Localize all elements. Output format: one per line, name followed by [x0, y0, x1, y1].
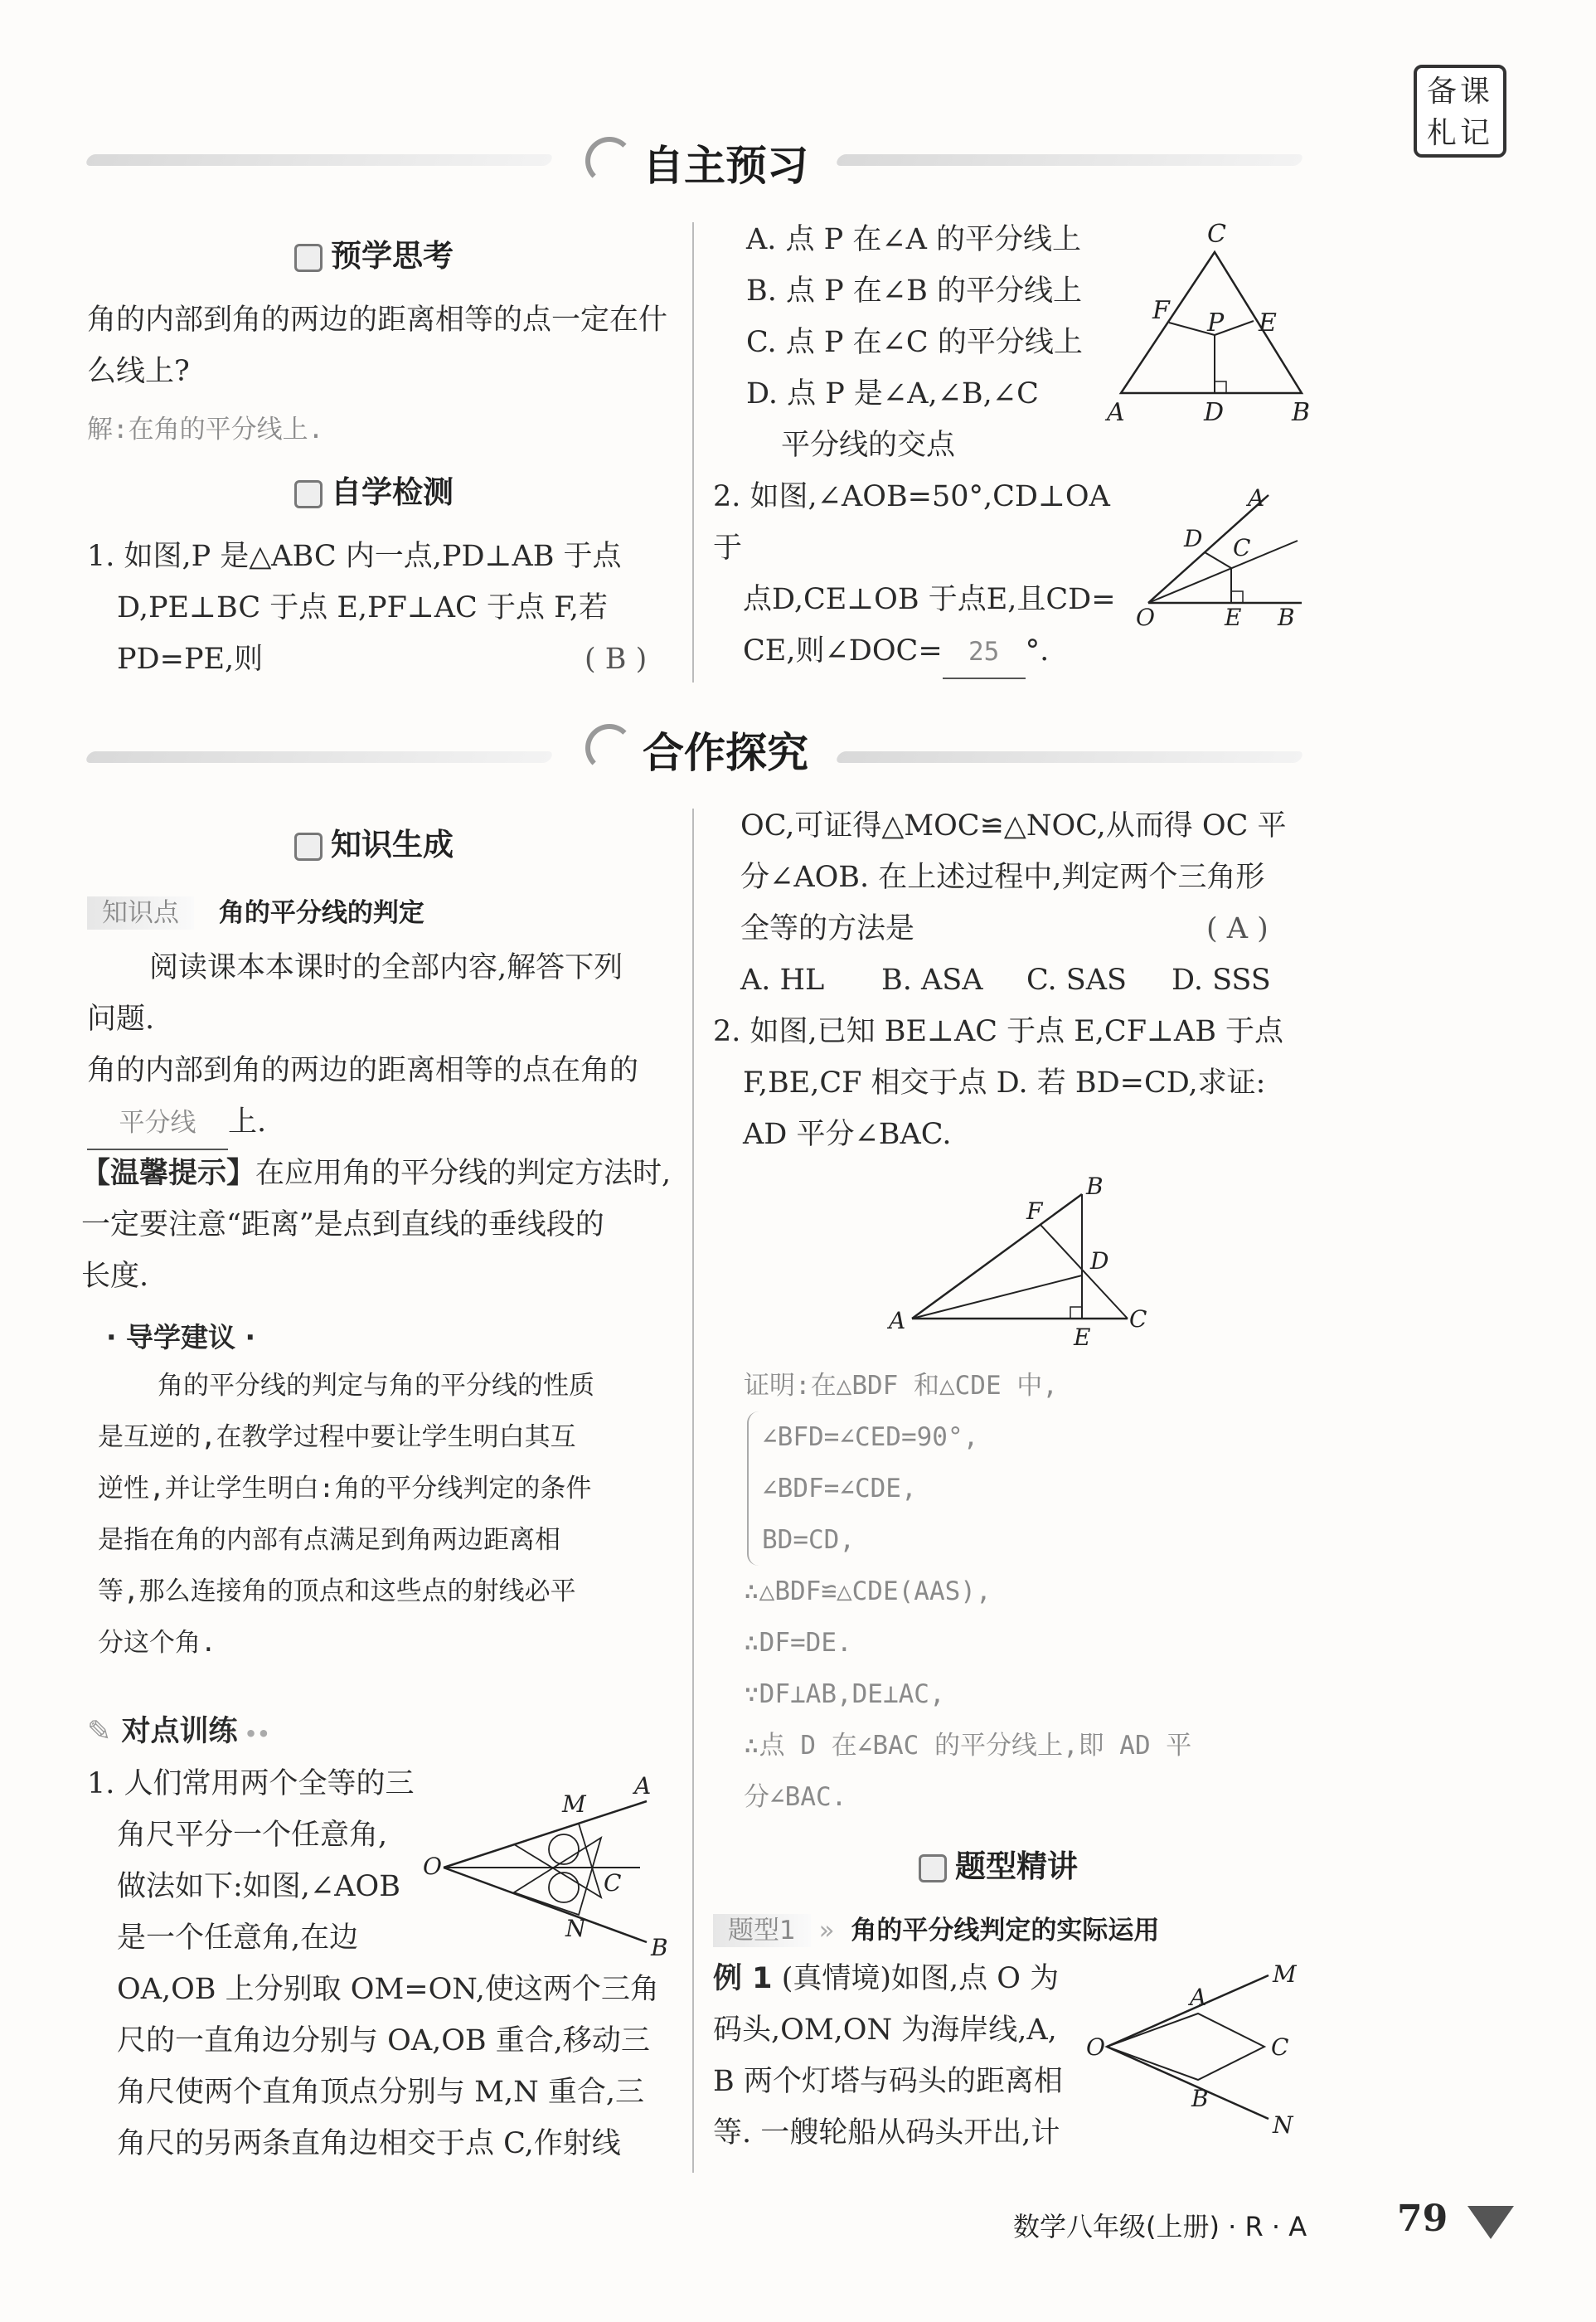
section-title-preview: 自主预习 — [643, 142, 808, 190]
guide-title: · 导学建议 · — [106, 1321, 256, 1353]
svg-text:D: D — [1184, 525, 1203, 552]
svg-text:N: N — [565, 1915, 586, 1942]
training-problem-1: 1. 人们常用两个全等的三 角尺平分一个任意角, 做法如下:如图,∠AOB 是一个任意角,在边 OA,OB 上分别取 OM=ON,使这两个三角 尺的一直角边分别与 OA,OB 重合,移动三 角尺使两个直角顶点分别与 M,N 重合,三 角尺的另两条直角边相交于点 C,作射线 — [87, 1767, 659, 2160]
training-title: ✎ 对点训练 •• — [87, 1715, 270, 1748]
label-c: C — [1207, 220, 1226, 249]
types-title: 题型精讲 — [919, 1841, 1078, 1886]
svg-text:A: A — [1248, 484, 1265, 512]
training-problem-1-options: A. HL B. ASA C. SAS D. SSS — [740, 964, 1271, 997]
tip-block: 【温馨提示】在应用角的平分线的判定方法时, 一定要注意“距离”是点到直线的垂线段的 长度. — [81, 1157, 672, 1293]
problem-2-answer: 25 — [943, 626, 1026, 679]
knowledge-title: 知识生成 — [294, 819, 454, 864]
svg-text:B: B — [651, 1934, 668, 1957]
corner-stamp-text: 备课札记 — [1426, 75, 1493, 150]
kp-name: 角的平分线的判定 — [218, 898, 424, 928]
header-bar-left — [85, 154, 555, 166]
section-title-explore: 合作探究 — [643, 729, 808, 777]
section-icon — [585, 137, 633, 185]
header-bar-left-2 — [85, 751, 555, 763]
kp-tag: 知识点 — [87, 896, 194, 930]
training-problem-1-answer: ( A ) — [1206, 912, 1269, 945]
training-problem-1-cont: OC,可证得△MOC≌△NOC,从而得 OC 平 分∠AOB. 在上述过程中,判定两个三角形 全等的方法是 — [740, 809, 1287, 945]
training-problem-2: 2. 如图,已知 BE⊥AC 于点 E,CF⊥AB 于点 F,BE,CF 相交于点 D. 若 BD=CD,求证: AD 平分∠BAC. — [713, 1015, 1284, 1151]
svg-text:A: A — [889, 1307, 906, 1334]
pencil-icon: ✎ — [87, 1715, 112, 1748]
label-e: E — [1259, 308, 1277, 338]
lighthouse-figure — [1082, 1957, 1318, 2140]
svg-text:O: O — [423, 1853, 442, 1880]
section-icon-2 — [585, 724, 633, 772]
proof-text: 证明:在△BDF 和△CDE 中, ∠BFD=∠CED=90°, ∠BDF=∠CDE, BD=CD, ∴△BDF≌△CDE(AAS), ∴DF=DE. ∵DF⊥AB,DE⊥AC, ∴点 D 在∠BAC 的平分线上,即 AD 平 分∠BAC. — [744, 1360, 1324, 1823]
prestudy-question: 角的内部到角的两边的距离相等的点一定在什 么线上? — [87, 304, 668, 388]
problem-2: 2. 如图,∠AOB=50°,CD⊥OA 于 点D,CE⊥OB 于点E,且CD= CE,则∠DOC= 25 °. — [713, 471, 1144, 679]
selfcheck-title: 自学检测 — [294, 467, 454, 512]
svg-text:N: N — [1273, 2111, 1293, 2139]
column-divider-top — [692, 222, 694, 683]
prestudy-answer: 解:在角的平分线上. — [87, 415, 324, 444]
svg-text:A: A — [634, 1772, 652, 1800]
label-a: A — [1107, 398, 1125, 427]
book-icon — [294, 833, 323, 861]
prestudy-title: 预学思考 — [294, 231, 454, 275]
svg-text:D: D — [1090, 1247, 1109, 1275]
knowledge-text: 阅读课本本课时的全部内容,解答下列 问题. 角的内部到角的两边的距离相等的点在角的 平分线 上. — [87, 942, 676, 1150]
problem-1-options: A. 点 P 在∠A 的平分线上 B. 点 P 在∠B 的平分线上 C. 点 P 在∠C 的平分线上 D. 点 P 是∠A,∠B,∠C 平分线的交点 — [746, 223, 1083, 462]
note-icon — [294, 244, 323, 272]
problem-1-answer: ( B ) — [585, 643, 648, 676]
check-icon — [294, 480, 323, 508]
svg-text:B: B — [1191, 2085, 1209, 2112]
column-divider-bottom — [692, 809, 694, 2173]
problem-1: 1. 如图,P 是△ABC 内一点,PD⊥AB 于点 D,PE⊥BC 于点 E,PF⊥AC 于点 F,若 PD=PE,则 — [87, 540, 622, 676]
type-tag: 题型1 — [713, 1914, 811, 1947]
label-p: P — [1207, 308, 1225, 338]
svg-text:C: C — [604, 1869, 622, 1897]
svg-text:E: E — [1074, 1324, 1091, 1351]
angle-aob-figure — [1132, 483, 1314, 628]
svg-text:B: B — [1086, 1173, 1104, 1200]
target-icon — [919, 1854, 947, 1882]
footer-book-title: 数学八年级(上册) · R · A — [1013, 2211, 1307, 2242]
svg-text:O: O — [1086, 2033, 1105, 2061]
type-row: 题型1 » 角的平分线判定的实际运用 — [713, 1909, 1159, 1946]
svg-text:A: A — [1190, 1984, 1207, 2011]
svg-text:M: M — [1273, 1960, 1297, 1988]
label-d: D — [1204, 398, 1225, 427]
type-name: 角的平分线判定的实际运用 — [851, 1916, 1160, 1946]
header-bar-right — [835, 154, 1305, 166]
triangle-bac-figure — [879, 1161, 1161, 1356]
svg-text:F: F — [1026, 1197, 1043, 1225]
triangle-abc-figure — [1103, 217, 1318, 437]
knowledge-point-row — [87, 891, 424, 929]
svg-text:C: C — [1233, 534, 1251, 561]
svg-text:M: M — [562, 1790, 586, 1818]
svg-text:C: C — [1271, 2033, 1289, 2061]
svg-text:B: B — [1278, 604, 1295, 628]
page-number: 79 — [1397, 2198, 1448, 2240]
svg-text:O: O — [1136, 604, 1155, 628]
label-b: B — [1292, 398, 1311, 427]
corner-stamp — [1414, 65, 1506, 158]
svg-text:C: C — [1129, 1305, 1147, 1333]
example-1: 例 1 (真情境)如图,点 O 为 码头,OM,ON 为海岸线,A, B 两个灯塔与码头的距离相 等. 一艘轮船从码头开出,计 — [713, 1962, 1063, 2150]
guide-text: 角的平分线的判定与角的平分线的性质 是互逆的,在教学过程中要让学生明白其互 逆性,并让学生明白:角的平分线判定的条件 是指在角的内部有点满足到角两边距离相 等,那么连接角的顶点和这些点的射线必平 分这个角. — [98, 1371, 594, 1658]
header-bar-right-2 — [835, 751, 1305, 763]
kp-fill-answer: 平分线 — [87, 1097, 228, 1150]
set-square-figure — [423, 1766, 680, 1957]
svg-text:E: E — [1225, 604, 1242, 628]
page-corner-arrow — [1467, 2206, 1514, 2239]
label-f: F — [1152, 296, 1170, 325]
